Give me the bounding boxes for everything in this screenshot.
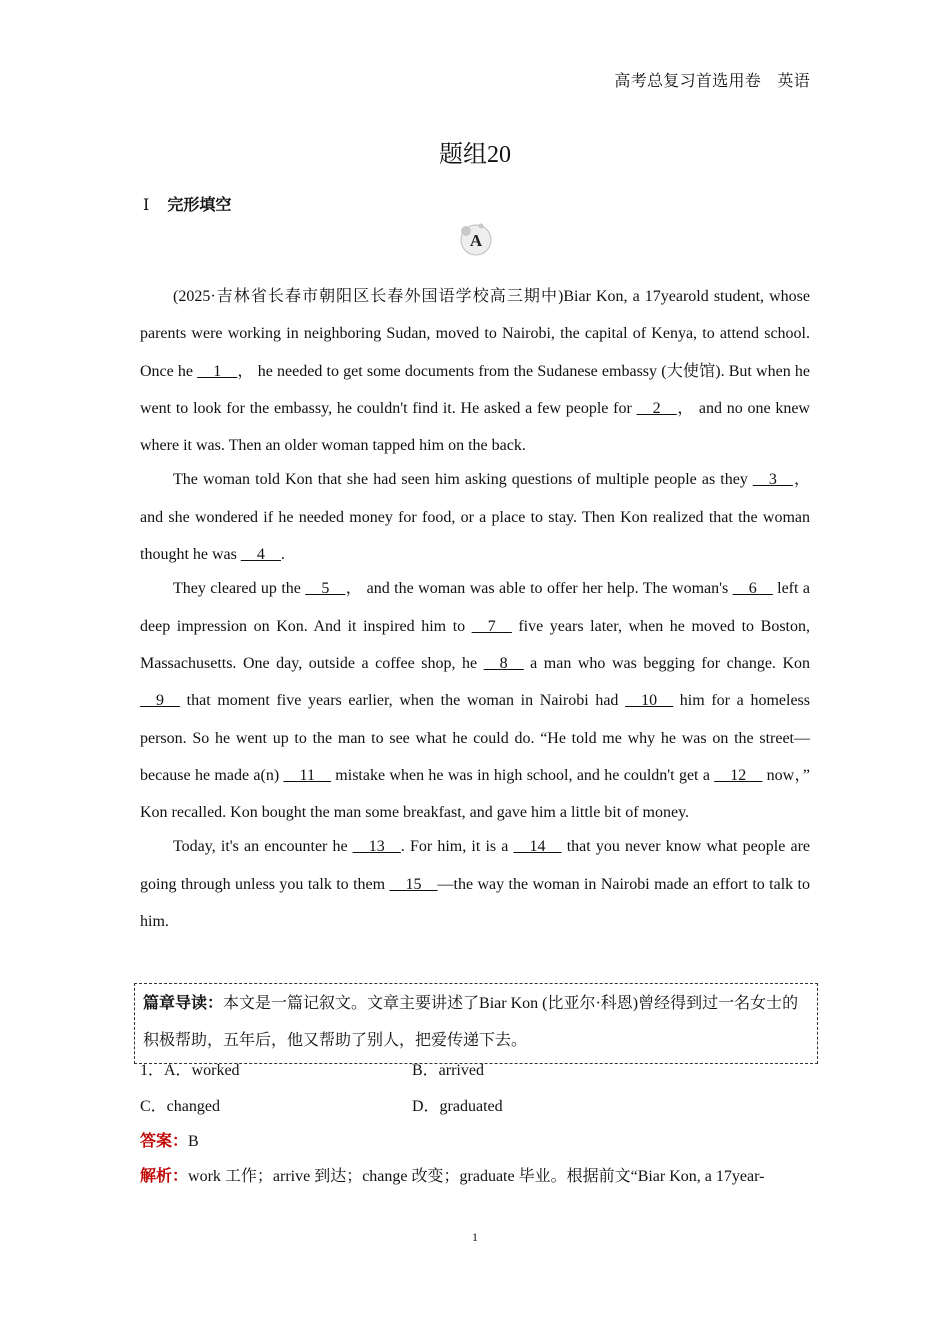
passage-text: (2025·吉林省长春市朝阳区长春外国语学校高三期中)Biar Kon, a 17yearold student, whose parents were working in neighboring Sudan, moved to Nairobi, the capital of Kenya, to attend school. Once he: [140, 288, 810, 380]
cloze-blank: __11__: [283, 766, 331, 784]
cloze-blank: __7__: [471, 617, 512, 635]
cloze-blank: __2__: [636, 399, 677, 417]
cloze-blank: __6__: [732, 580, 773, 598]
section-heading: [143, 192, 231, 215]
passage-text: ， he needed to get some documents from the Sudanese embassy (大使馆). But when he went to look for the embassy, he couldn't find it. He asked a few people for: [140, 362, 810, 417]
answer-line: [140, 1128, 199, 1151]
page-title: 题组20: [439, 142, 511, 168]
option-b: B．arrived: [412, 1062, 484, 1079]
passage-text: left a deep impression on Kon. And it inspired him to: [140, 580, 810, 635]
passage-text: They cleared up the: [173, 580, 306, 598]
cloze-blank: __9__: [140, 692, 180, 710]
page-number: 1: [472, 1230, 478, 1244]
option-d: D．graduated: [412, 1098, 503, 1115]
cloze-blank: __1__: [197, 362, 238, 380]
guide-text: 本文是一篇记叙文。文章主要讲述了Biar Kon (比亚尔·科恩)曾经得到过一名女士的积极帮助，五年后，他又帮助了别人，把爱传递下去。: [143, 995, 799, 1049]
passage-text: that you never know what people are going through unless you talk to them: [140, 838, 811, 893]
passage-paragraph: [140, 278, 810, 464]
answer-label: 答案：: [140, 1133, 189, 1150]
cloze-blank: __15__: [389, 875, 438, 893]
cloze-blank: __8__: [483, 654, 524, 672]
analysis-line: [140, 1163, 810, 1186]
passage-text: The woman told Kon that she had seen him asking questions of multiple people as they: [173, 471, 753, 489]
cloze-passage: [140, 278, 810, 937]
answer-value: B: [188, 1133, 199, 1150]
passage-a-badge-icon: [459, 222, 493, 256]
passage-text: now，” Kon recalled. Kon bought the man some breakfast, and gave him a little bit of money.: [140, 766, 811, 822]
analysis-label: 解析：: [140, 1168, 189, 1185]
passage-text: ， and no one knew where it was. Then an older woman tapped him on the back.: [140, 399, 810, 455]
cloze-blank: __12__: [714, 766, 763, 784]
passage-paragraph: [140, 828, 810, 940]
passage-text: . For him, it is a: [400, 838, 514, 856]
cloze-blank: __5__: [305, 580, 346, 598]
passage-text: —the way the woman in Nairobi made an effort to talk to him.: [140, 875, 811, 931]
guide-label: 篇章导读：: [143, 995, 224, 1012]
passage-text: ， and she wondered if he needed money for food, or a place to stay. Then Kon realized that the woman thought he was: [140, 471, 810, 564]
reading-guide-box: [134, 983, 818, 1064]
passage-text: mistake when he was in high school, and he couldn't get a: [330, 766, 715, 784]
cloze-blank: __13__: [352, 838, 401, 856]
passage-text: a man who was begging for change. Kon: [523, 654, 810, 672]
passage-text: that moment five years earlier, when the woman in Nairobi had: [180, 692, 626, 710]
badge-letter: A: [469, 231, 483, 250]
passage-text: Today, it's an encounter he: [173, 838, 353, 856]
option-c: C．changed: [140, 1098, 220, 1115]
book-header: 高考总复习首选用卷 英语: [614, 73, 810, 90]
cloze-blank: __4__: [240, 546, 281, 564]
option-a: 1．A．worked: [140, 1062, 240, 1079]
cloze-blank: __14__: [513, 838, 562, 856]
question-1-options: [140, 1056, 810, 1128]
passage-text: ， and the woman was able to offer her help. The woman's: [345, 580, 733, 598]
section-number: Ⅰ: [143, 197, 150, 214]
passage-text: five years later, when he moved to Boston, Massachusetts. One day, outside a coffee shop, he: [140, 617, 810, 672]
passage-paragraph: [140, 461, 810, 573]
passage-paragraph: [140, 570, 810, 831]
analysis-text: work 工作；arrive 到达；change 改变；graduate 毕业。根据前文“Biar Kon, a 17year-: [188, 1168, 765, 1185]
section-label: 完形填空: [167, 197, 232, 214]
passage-text: him for a homeless person. So he went up to the man to see what he could do. “He told me why he was on the street—because he made a(n): [140, 692, 811, 784]
cloze-blank: __3__: [752, 471, 793, 489]
passage-text: .: [280, 546, 285, 564]
cloze-blank: __10__: [625, 692, 674, 710]
